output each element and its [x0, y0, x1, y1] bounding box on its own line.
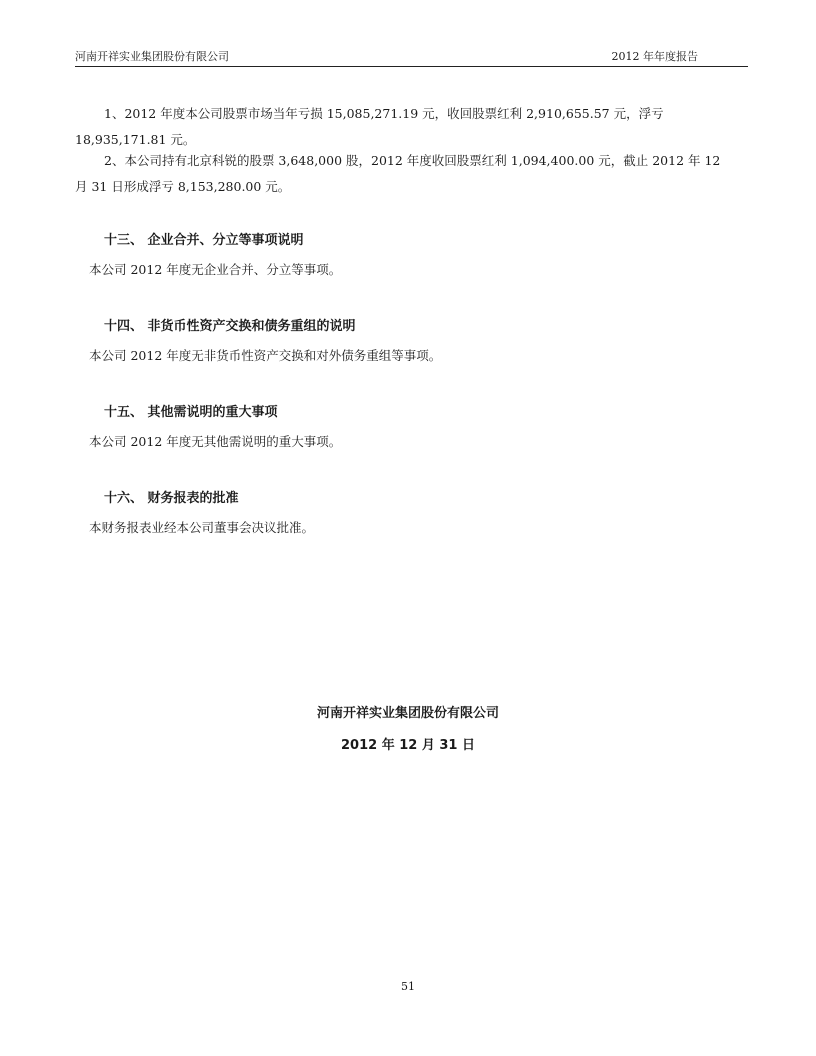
section-heading: 十五、 其他需说明的重大事项: [104, 405, 278, 420]
section-heading: 十三、 企业合并、分立等事项说明: [104, 233, 304, 248]
header-company: 河南开祥实业集团股份有限公司: [75, 50, 229, 63]
signature-date: 2012 年 12 月 31 日: [341, 738, 475, 753]
paragraph-line: 1、2012 年度本公司股票市场当年亏损 15,085,271.19 元，收回股票红利 2,910,655.57 元，浮亏: [104, 106, 664, 121]
header-report-title: 2012 年年度报告: [611, 50, 698, 63]
page-header: [75, 50, 748, 67]
section-body: 本公司 2012 年度无非货币性资产交换和对外债务重组等事项。: [89, 348, 442, 363]
section-body: 本公司 2012 年度无其他需说明的重大事项。: [89, 434, 342, 449]
section-body: 本财务报表业经本公司董事会决议批准。: [89, 520, 315, 535]
section-heading: 十四、 非货币性资产交换和债务重组的说明: [104, 319, 356, 334]
paragraph-kerui-stock: [75, 148, 755, 200]
section-body: 本公司 2012 年度无企业合并、分立等事项。: [89, 262, 342, 277]
page-number: 51: [401, 980, 415, 993]
paragraph-line: 2、本公司持有北京科锐的股票 3,648,000 股，2012 年度收回股票红利 1,094,400.00 元，截止 2012 年 12: [104, 153, 721, 168]
paragraph-stock-loss: [75, 101, 755, 153]
signature-company: 河南开祥实业集团股份有限公司: [316, 706, 499, 721]
paragraph-line: 月 31 日形成浮亏 8,153,280.00 元。: [75, 179, 291, 194]
paragraph-line: 18,935,171.81 元。: [75, 132, 196, 147]
section-heading: 十六、 财务报表的批准: [104, 491, 239, 506]
